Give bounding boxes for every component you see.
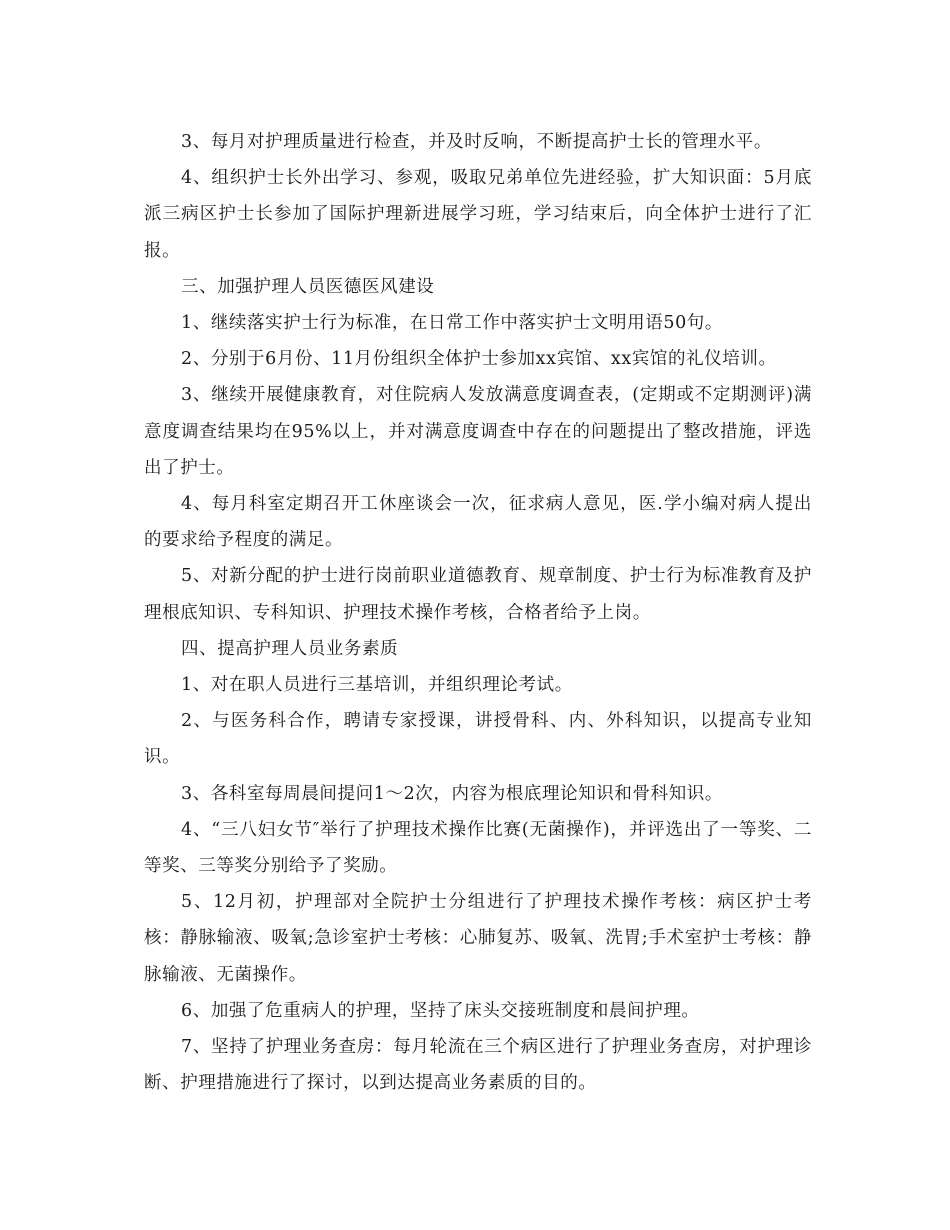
paragraph-study-visit: 4、组织护士长外出学习、参观，吸取兄弟单位先进经验，扩大知识面：5月底派三病区护士长参加了国际护理新进展学习班，学习结束后，向全体护士进行了汇报。 [144, 168, 812, 261]
paragraph-expert-lectures: 2、与医务科合作，聘请专家授课，讲授骨科、内、外科知识，以提高专业知识。 [144, 711, 812, 768]
paragraph-three-basics: 1、对在职人员进行三基培训，并组织理论考试。 [181, 675, 573, 696]
paragraph-patient-meeting: 4、每月科室定期召开工休座谈会一次，征求病人意见，医.学小编对病人提出的要求给予程度的满足。 [144, 494, 812, 551]
paragraph-critical-care: 6、加强了危重病人的护理，坚持了床头交接班制度和晨间护理。 [181, 1000, 700, 1021]
section-heading-quality: 四、提高护理人员业务素质 [181, 638, 399, 659]
section-heading-ethics: 三、加强护理人员医德医风建设 [181, 276, 435, 297]
paragraph-new-nurse-training: 5、对新分配的护士进行岗前职业道德教育、规章制度、护士行为标准教育及护理根底知识、专科知识、护理技术操作考核，合格者给予上岗。 [144, 566, 812, 623]
paragraph-quality-check: 3、每月对护理质量进行检查，并及时反响，不断提高护士长的管理水平。 [181, 132, 772, 152]
paragraph-nursing-rounds: 7、坚持了护理业务查房：每月轮流在三个病区进行了护理业务查房，对护理诊断、护理措施进行了探讨，以到达提高业务素质的目的。 [144, 1037, 812, 1094]
paragraph-etiquette-training: 2、分别于6月份、11月份组织全体护士参加xx宾馆、xx宾馆的礼仪培训。 [181, 349, 777, 370]
paragraph-skills-assessment: 5、12月初，护理部对全院护士分组进行了护理技术操作考核：病区护士考核：静脉输液、吸氧;急诊室护士考核：心肺复苏、吸氧、洗胃;手术室护士考核：静脉输液、无菌操作。 [144, 892, 812, 985]
paragraph-behavior-standard: 1、继续落实护士行为标准，在日常工作中落实护士文明用语50句。 [181, 313, 723, 334]
document-body [144, 124, 812, 1101]
paragraph-skills-competition: 4、“三八妇女节″举行了护理技术操作比赛(无菌操作)，并评选出了一等奖、二等奖、三等奖分别给予了奖励。 [144, 819, 812, 877]
paragraph-health-education: 3、继续开展健康教育，对住院病人发放满意度调查表，(定期或不定期测评)满意度调查结果均在95%以上，并对满意度调查中存在的问题提出了整改措施，评选出了护士。 [144, 385, 812, 478]
paragraph-morning-questions: 3、各科室每周晨间提问1～2次，内容为根底理论知识和骨科知识。 [181, 783, 723, 804]
